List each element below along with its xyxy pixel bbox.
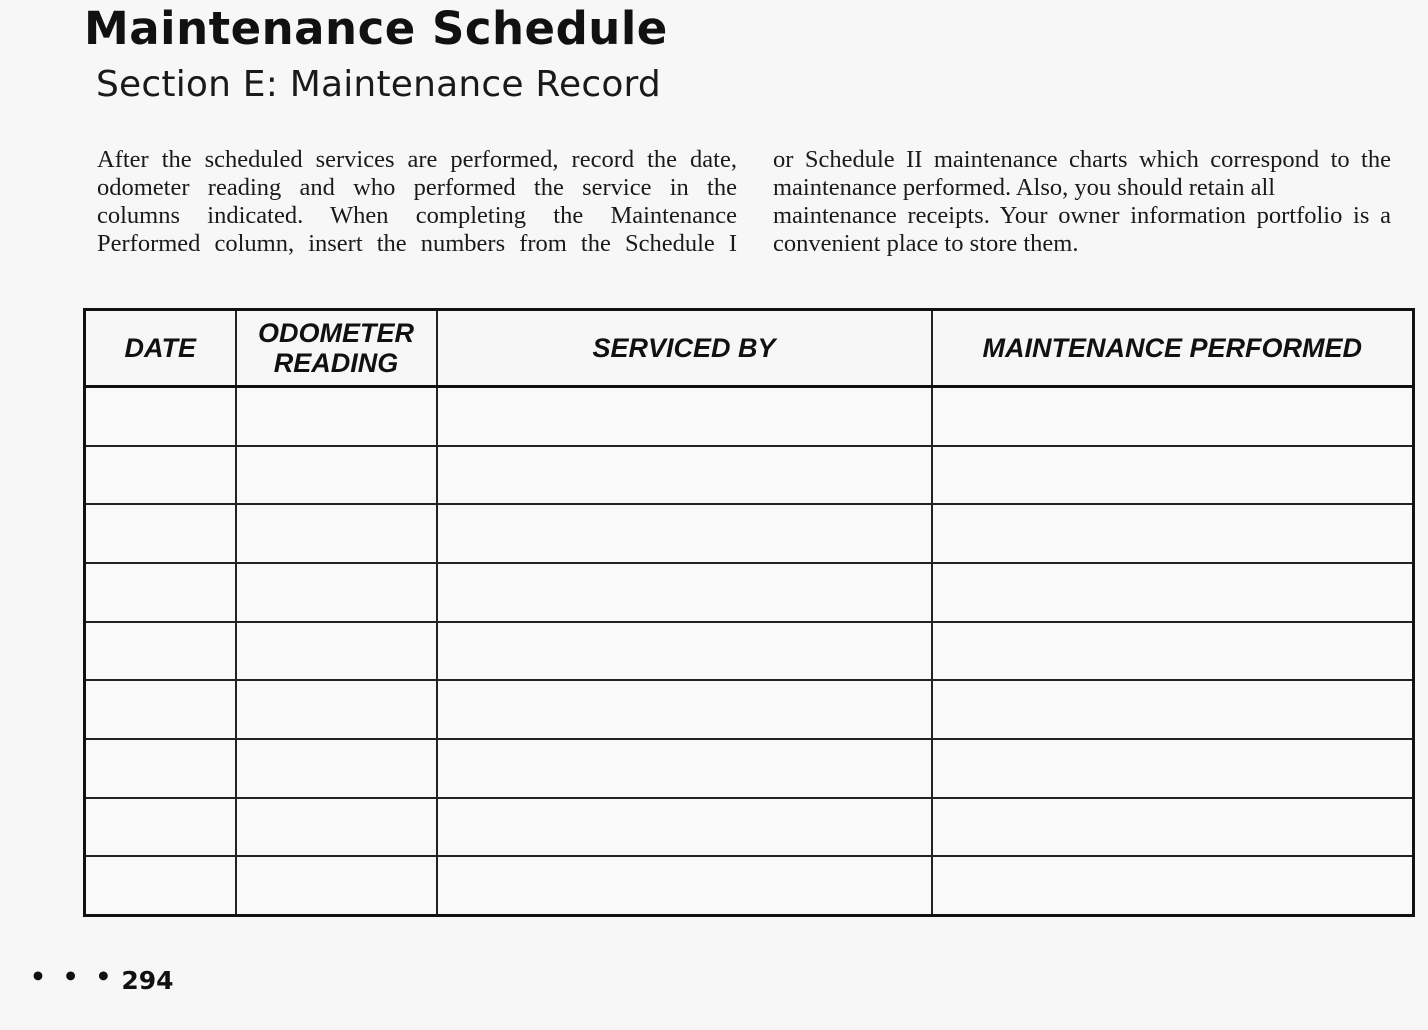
maintenance-cell[interactable] [932,798,1414,857]
odometer-cell[interactable] [236,798,437,857]
section-title: Section E: Maintenance Record [96,64,661,105]
serviced-by-cell[interactable] [437,563,932,622]
page-number-dots: • • • [30,962,116,991]
table-row [85,680,1414,739]
table-row [85,798,1414,857]
maintenance-cell[interactable] [932,856,1414,915]
serviced-by-cell[interactable] [437,387,932,446]
date-cell[interactable] [85,563,236,622]
date-cell[interactable] [85,446,236,505]
intro-line: convenient place to store them. [773,230,1079,257]
intro-line: odometer reading and who performed the service in the [97,174,737,201]
date-cell[interactable] [85,798,236,857]
table-row [85,739,1414,798]
date-cell[interactable] [85,739,236,798]
date-cell[interactable] [85,680,236,739]
date-cell[interactable] [85,622,236,681]
serviced-by-cell[interactable] [437,622,932,681]
page-title: Maintenance Schedule [84,2,668,55]
header-maintenance-performed: MAINTENANCE PERFORMED [932,310,1414,387]
maintenance-cell[interactable] [932,387,1414,446]
maintenance-cell[interactable] [932,563,1414,622]
header-date: DATE [85,310,236,387]
intro-line: columns indicated. When completing the Maintenance [97,202,737,229]
table-row [85,446,1414,505]
intro-line: After the scheduled services are performed, record the date, [97,146,737,173]
header-reading-line: READING [273,348,399,378]
table-row [85,504,1414,563]
date-cell[interactable] [85,856,236,915]
odometer-cell[interactable] [236,563,437,622]
odometer-cell[interactable] [236,387,437,446]
maintenance-record-table [83,308,1415,917]
header-odometer-line: ODOMETER [257,318,414,348]
odometer-cell[interactable] [236,622,437,681]
odometer-cell[interactable] [236,504,437,563]
odometer-cell[interactable] [236,856,437,915]
date-cell[interactable] [85,504,236,563]
intro-paragraph-left [97,146,737,258]
table-body [85,387,1414,916]
odometer-cell[interactable] [236,739,437,798]
serviced-by-cell[interactable] [437,798,932,857]
maintenance-cell[interactable] [932,504,1414,563]
serviced-by-cell[interactable] [437,446,932,505]
table-row [85,563,1414,622]
table-header-row [85,310,1414,387]
intro-line: or Schedule II maintenance charts which correspond to the [773,146,1391,173]
table-row [85,387,1414,446]
serviced-by-cell[interactable] [437,856,932,915]
date-cell[interactable] [85,387,236,446]
intro-line: Performed column, insert the numbers from the Schedule I [97,230,737,257]
serviced-by-cell[interactable] [437,680,932,739]
page-number [30,962,174,995]
odometer-cell[interactable] [236,680,437,739]
table-row [85,622,1414,681]
header-serviced-by: SERVICED BY [437,310,932,387]
maintenance-cell[interactable] [932,446,1414,505]
maintenance-cell[interactable] [932,680,1414,739]
serviced-by-cell[interactable] [437,739,932,798]
table-row [85,856,1414,915]
odometer-cell[interactable] [236,446,437,505]
intro-line: maintenance performed. Also, you should retain all [773,174,1276,201]
maintenance-cell[interactable] [932,622,1414,681]
header-odometer-reading [236,310,437,387]
serviced-by-cell[interactable] [437,504,932,563]
maintenance-cell[interactable] [932,739,1414,798]
intro-line: maintenance receipts. Your owner information portfolio is a [773,202,1391,229]
intro-paragraph-right [773,146,1391,258]
page-number-value: 294 [121,966,174,995]
